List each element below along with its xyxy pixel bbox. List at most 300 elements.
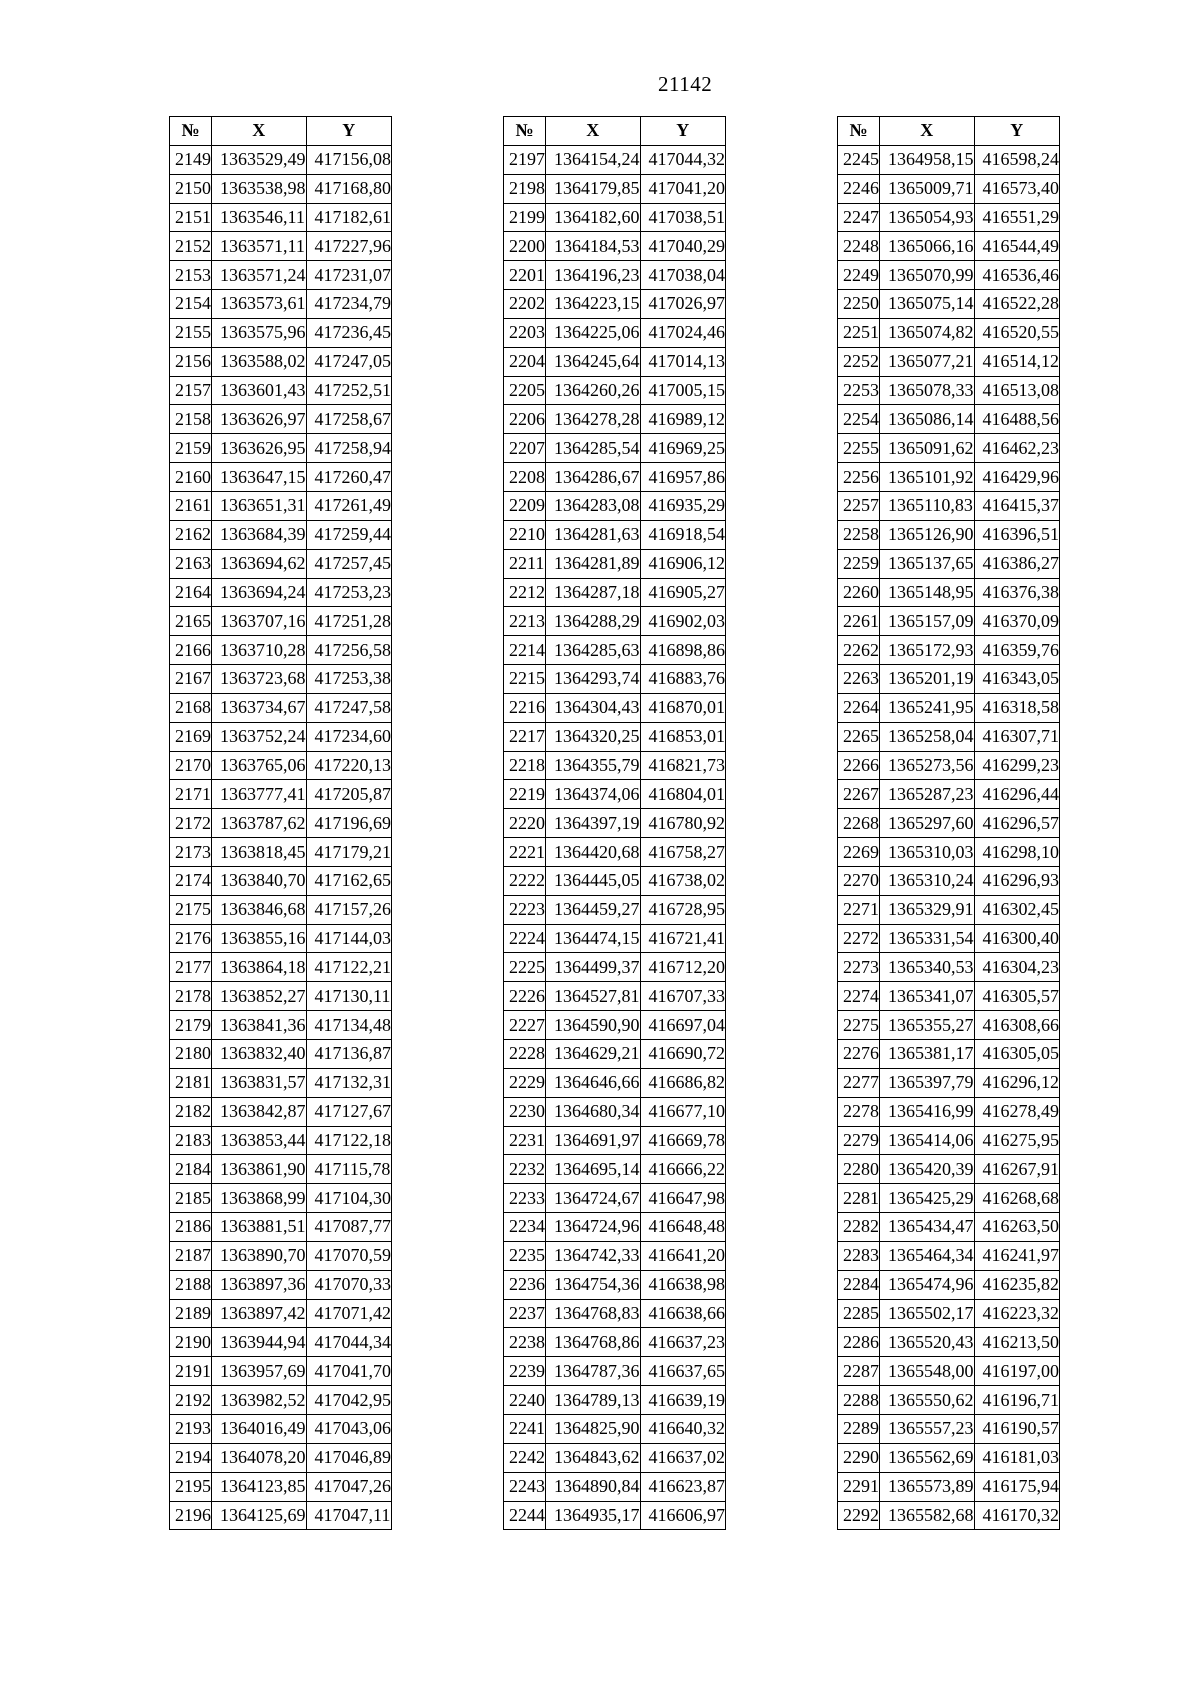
y-coordinate-cell: 416906,12 xyxy=(640,549,726,578)
point-number-cell: 2256 xyxy=(838,463,880,492)
point-number-cell: 2233 xyxy=(504,1184,546,1213)
point-number-cell: 2272 xyxy=(838,924,880,953)
table-row xyxy=(838,203,1060,232)
table-row xyxy=(170,520,392,549)
y-coordinate-cell: 417127,67 xyxy=(306,1097,392,1126)
point-number-cell: 2175 xyxy=(170,895,212,924)
point-number-cell: 2218 xyxy=(504,751,546,780)
y-coordinate-cell: 416870,01 xyxy=(640,693,726,722)
table-row xyxy=(838,434,1060,463)
x-coordinate-cell: 1363588,02 xyxy=(212,347,307,376)
column-header-x: X xyxy=(546,117,641,146)
y-coordinate-cell: 417182,61 xyxy=(306,203,392,232)
table-row xyxy=(170,549,392,578)
y-coordinate-cell: 416305,57 xyxy=(974,982,1060,1011)
x-coordinate-cell: 1364184,53 xyxy=(546,232,641,261)
point-number-cell: 2271 xyxy=(838,895,880,924)
x-coordinate-cell: 1364527,81 xyxy=(546,982,641,1011)
y-coordinate-cell: 417041,70 xyxy=(306,1357,392,1386)
x-coordinate-cell: 1365548,00 xyxy=(880,1357,975,1386)
x-coordinate-cell: 1363897,42 xyxy=(212,1299,307,1328)
y-coordinate-cell: 416359,76 xyxy=(974,636,1060,665)
x-coordinate-cell: 1364445,05 xyxy=(546,866,641,895)
y-coordinate-cell: 416299,23 xyxy=(974,751,1060,780)
y-coordinate-cell: 416853,01 xyxy=(640,722,726,751)
y-coordinate-cell: 417134,48 xyxy=(306,1011,392,1040)
x-coordinate-cell: 1364695,14 xyxy=(546,1155,641,1184)
y-coordinate-cell: 416241,97 xyxy=(974,1241,1060,1270)
table-row xyxy=(170,203,392,232)
table-row xyxy=(504,1184,726,1213)
point-number-cell: 2179 xyxy=(170,1011,212,1040)
table-row xyxy=(504,665,726,694)
point-number-cell: 2168 xyxy=(170,693,212,722)
x-coordinate-cell: 1365078,33 xyxy=(880,376,975,405)
point-number-cell: 2251 xyxy=(838,318,880,347)
table-row xyxy=(504,1241,726,1270)
table-row xyxy=(504,1414,726,1443)
y-coordinate-cell: 417144,03 xyxy=(306,924,392,953)
column-header-y: Y xyxy=(974,117,1060,146)
y-coordinate-cell: 417220,13 xyxy=(306,751,392,780)
point-number-cell: 2258 xyxy=(838,520,880,549)
y-coordinate-cell: 417115,78 xyxy=(306,1155,392,1184)
table-row xyxy=(838,982,1060,1011)
y-coordinate-cell: 417005,15 xyxy=(640,376,726,405)
table-row xyxy=(838,549,1060,578)
table-row xyxy=(838,607,1060,636)
y-coordinate-cell: 416520,55 xyxy=(974,318,1060,347)
table-row xyxy=(170,434,392,463)
y-coordinate-cell: 416697,04 xyxy=(640,1011,726,1040)
point-number-cell: 2186 xyxy=(170,1213,212,1242)
point-number-cell: 2229 xyxy=(504,1068,546,1097)
x-coordinate-cell: 1364281,89 xyxy=(546,549,641,578)
x-coordinate-cell: 1364125,69 xyxy=(212,1501,307,1530)
point-number-cell: 2161 xyxy=(170,491,212,520)
point-number-cell: 2240 xyxy=(504,1386,546,1415)
x-coordinate-cell: 1363647,15 xyxy=(212,463,307,492)
table-row xyxy=(504,549,726,578)
y-coordinate-cell: 417042,95 xyxy=(306,1386,392,1415)
point-number-cell: 2273 xyxy=(838,953,880,982)
column-header-x: X xyxy=(212,117,307,146)
point-number-cell: 2151 xyxy=(170,203,212,232)
y-coordinate-cell: 416170,32 xyxy=(974,1501,1060,1530)
x-coordinate-cell: 1363855,16 xyxy=(212,924,307,953)
x-coordinate-cell: 1364825,90 xyxy=(546,1414,641,1443)
y-coordinate-cell: 416296,93 xyxy=(974,866,1060,895)
table-row xyxy=(170,1328,392,1357)
point-number-cell: 2166 xyxy=(170,636,212,665)
y-coordinate-cell: 416573,40 xyxy=(974,174,1060,203)
table-row xyxy=(170,1386,392,1415)
x-coordinate-cell: 1364768,86 xyxy=(546,1328,641,1357)
table-row xyxy=(170,1241,392,1270)
x-coordinate-cell: 1365550,62 xyxy=(880,1386,975,1415)
table-row xyxy=(170,1011,392,1040)
point-number-cell: 2203 xyxy=(504,318,546,347)
table-row xyxy=(838,953,1060,982)
table-row xyxy=(838,895,1060,924)
x-coordinate-cell: 1365070,99 xyxy=(880,261,975,290)
point-number-cell: 2211 xyxy=(504,549,546,578)
table-row xyxy=(838,1241,1060,1270)
table-row xyxy=(170,1097,392,1126)
x-coordinate-cell: 1365273,56 xyxy=(880,751,975,780)
y-coordinate-cell: 416712,20 xyxy=(640,953,726,982)
point-number-cell: 2257 xyxy=(838,491,880,520)
y-coordinate-cell: 417122,18 xyxy=(306,1126,392,1155)
point-number-cell: 2208 xyxy=(504,463,546,492)
y-coordinate-cell: 417046,89 xyxy=(306,1443,392,1472)
x-coordinate-cell: 1364286,67 xyxy=(546,463,641,492)
x-coordinate-cell: 1364281,63 xyxy=(546,520,641,549)
x-coordinate-cell: 1364283,08 xyxy=(546,491,641,520)
table-row xyxy=(838,1386,1060,1415)
y-coordinate-cell: 416268,68 xyxy=(974,1184,1060,1213)
table-row xyxy=(838,463,1060,492)
y-coordinate-cell: 416300,40 xyxy=(974,924,1060,953)
x-coordinate-cell: 1365066,16 xyxy=(880,232,975,261)
point-number-cell: 2270 xyxy=(838,866,880,895)
table-row xyxy=(504,145,726,174)
column-header-number: № xyxy=(838,117,880,146)
x-coordinate-cell: 1363957,69 xyxy=(212,1357,307,1386)
x-coordinate-cell: 1364245,64 xyxy=(546,347,641,376)
point-number-cell: 2169 xyxy=(170,722,212,751)
table-row xyxy=(838,376,1060,405)
table-row xyxy=(170,1299,392,1328)
table-row xyxy=(504,578,726,607)
point-number-cell: 2206 xyxy=(504,405,546,434)
x-coordinate-cell: 1365297,60 xyxy=(880,809,975,838)
x-coordinate-cell: 1365086,14 xyxy=(880,405,975,434)
y-coordinate-cell: 416296,57 xyxy=(974,809,1060,838)
table-row xyxy=(504,1126,726,1155)
table-row xyxy=(504,1386,726,1415)
point-number-cell: 2152 xyxy=(170,232,212,261)
point-number-cell: 2248 xyxy=(838,232,880,261)
table-row xyxy=(838,1328,1060,1357)
x-coordinate-cell: 1363575,96 xyxy=(212,318,307,347)
table-row xyxy=(838,290,1060,319)
point-number-cell: 2217 xyxy=(504,722,546,751)
x-coordinate-cell: 1364196,23 xyxy=(546,261,641,290)
y-coordinate-cell: 417234,79 xyxy=(306,290,392,319)
x-coordinate-cell: 1364123,85 xyxy=(212,1472,307,1501)
point-number-cell: 2201 xyxy=(504,261,546,290)
table-row xyxy=(170,145,392,174)
table-row xyxy=(170,1213,392,1242)
x-coordinate-cell: 1363818,45 xyxy=(212,838,307,867)
x-coordinate-cell: 1365172,93 xyxy=(880,636,975,665)
point-number-cell: 2158 xyxy=(170,405,212,434)
x-coordinate-cell: 1365241,95 xyxy=(880,693,975,722)
x-coordinate-cell: 1363601,43 xyxy=(212,376,307,405)
table-row xyxy=(170,982,392,1011)
x-coordinate-cell: 1365310,24 xyxy=(880,866,975,895)
point-number-cell: 2210 xyxy=(504,520,546,549)
table-row xyxy=(838,1011,1060,1040)
x-coordinate-cell: 1363538,98 xyxy=(212,174,307,203)
x-coordinate-cell: 1365110,83 xyxy=(880,491,975,520)
table-row xyxy=(504,1270,726,1299)
x-coordinate-cell: 1365464,34 xyxy=(880,1241,975,1270)
point-number-cell: 2267 xyxy=(838,780,880,809)
coordinate-table-2 xyxy=(503,116,726,1530)
y-coordinate-cell: 416235,82 xyxy=(974,1270,1060,1299)
y-coordinate-cell: 417168,80 xyxy=(306,174,392,203)
table-row xyxy=(170,693,392,722)
x-coordinate-cell: 1364459,27 xyxy=(546,895,641,924)
x-coordinate-cell: 1365148,95 xyxy=(880,578,975,607)
y-coordinate-cell: 416721,41 xyxy=(640,924,726,953)
y-coordinate-cell: 416918,54 xyxy=(640,520,726,549)
x-coordinate-cell: 1363529,49 xyxy=(212,145,307,174)
x-coordinate-cell: 1365331,54 xyxy=(880,924,975,953)
x-coordinate-cell: 1363694,62 xyxy=(212,549,307,578)
y-coordinate-cell: 416296,44 xyxy=(974,780,1060,809)
point-number-cell: 2245 xyxy=(838,145,880,174)
x-coordinate-cell: 1363752,24 xyxy=(212,722,307,751)
y-coordinate-cell: 416462,23 xyxy=(974,434,1060,463)
x-coordinate-cell: 1365416,99 xyxy=(880,1097,975,1126)
point-number-cell: 2236 xyxy=(504,1270,546,1299)
x-coordinate-cell: 1365054,93 xyxy=(880,203,975,232)
point-number-cell: 2172 xyxy=(170,809,212,838)
x-coordinate-cell: 1365091,62 xyxy=(880,434,975,463)
table-row xyxy=(170,953,392,982)
y-coordinate-cell: 416639,19 xyxy=(640,1386,726,1415)
x-coordinate-cell: 1364843,62 xyxy=(546,1443,641,1472)
table-row xyxy=(504,1097,726,1126)
point-number-cell: 2223 xyxy=(504,895,546,924)
point-number-cell: 2254 xyxy=(838,405,880,434)
table-row xyxy=(838,924,1060,953)
x-coordinate-cell: 1365258,04 xyxy=(880,722,975,751)
y-coordinate-cell: 417038,51 xyxy=(640,203,726,232)
table-row xyxy=(170,751,392,780)
point-number-cell: 2155 xyxy=(170,318,212,347)
x-coordinate-cell: 1365502,17 xyxy=(880,1299,975,1328)
y-coordinate-cell: 416598,24 xyxy=(974,145,1060,174)
x-coordinate-cell: 1365425,29 xyxy=(880,1184,975,1213)
table-row xyxy=(170,405,392,434)
y-coordinate-cell: 417227,96 xyxy=(306,232,392,261)
table-row xyxy=(504,520,726,549)
point-number-cell: 2192 xyxy=(170,1386,212,1415)
y-coordinate-cell: 417041,20 xyxy=(640,174,726,203)
x-coordinate-cell: 1365573,89 xyxy=(880,1472,975,1501)
point-number-cell: 2285 xyxy=(838,1299,880,1328)
table-row xyxy=(838,491,1060,520)
table-row xyxy=(504,434,726,463)
point-number-cell: 2185 xyxy=(170,1184,212,1213)
y-coordinate-cell: 416343,05 xyxy=(974,665,1060,694)
point-number-cell: 2280 xyxy=(838,1155,880,1184)
x-coordinate-cell: 1365582,68 xyxy=(880,1501,975,1530)
table-header-row xyxy=(838,117,1060,146)
y-coordinate-cell: 416522,28 xyxy=(974,290,1060,319)
point-number-cell: 2235 xyxy=(504,1241,546,1270)
point-number-cell: 2163 xyxy=(170,549,212,578)
table-row xyxy=(504,347,726,376)
x-coordinate-cell: 1365474,96 xyxy=(880,1270,975,1299)
x-coordinate-cell: 1365562,69 xyxy=(880,1443,975,1472)
y-coordinate-cell: 417259,44 xyxy=(306,520,392,549)
x-coordinate-cell: 1364225,06 xyxy=(546,318,641,347)
point-number-cell: 2250 xyxy=(838,290,880,319)
point-number-cell: 2221 xyxy=(504,838,546,867)
point-number-cell: 2182 xyxy=(170,1097,212,1126)
table-row xyxy=(838,636,1060,665)
coordinate-table-1 xyxy=(169,116,392,1530)
page-number: 21142 xyxy=(658,72,713,96)
x-coordinate-cell: 1364288,29 xyxy=(546,607,641,636)
table-row xyxy=(838,751,1060,780)
table-row xyxy=(504,1040,726,1069)
y-coordinate-cell: 416396,51 xyxy=(974,520,1060,549)
x-coordinate-cell: 1363852,27 xyxy=(212,982,307,1011)
point-number-cell: 2264 xyxy=(838,693,880,722)
y-coordinate-cell: 416513,08 xyxy=(974,376,1060,405)
table-row xyxy=(170,347,392,376)
x-coordinate-cell: 1365340,53 xyxy=(880,953,975,982)
y-coordinate-cell: 417040,29 xyxy=(640,232,726,261)
table-row xyxy=(504,1443,726,1472)
table-row xyxy=(504,261,726,290)
point-number-cell: 2220 xyxy=(504,809,546,838)
table-row xyxy=(504,895,726,924)
x-coordinate-cell: 1364629,21 xyxy=(546,1040,641,1069)
table-row xyxy=(170,607,392,636)
table-row xyxy=(838,1270,1060,1299)
point-number-cell: 2180 xyxy=(170,1040,212,1069)
point-number-cell: 2187 xyxy=(170,1241,212,1270)
point-number-cell: 2181 xyxy=(170,1068,212,1097)
y-coordinate-cell: 416606,97 xyxy=(640,1501,726,1530)
point-number-cell: 2277 xyxy=(838,1068,880,1097)
point-number-cell: 2199 xyxy=(504,203,546,232)
table-row xyxy=(504,780,726,809)
x-coordinate-cell: 1364724,96 xyxy=(546,1213,641,1242)
y-coordinate-cell: 417196,69 xyxy=(306,809,392,838)
coordinate-table-3 xyxy=(837,116,1060,1530)
y-coordinate-cell: 416623,87 xyxy=(640,1472,726,1501)
x-coordinate-cell: 1364754,36 xyxy=(546,1270,641,1299)
table-row xyxy=(838,1299,1060,1328)
table-row xyxy=(170,318,392,347)
table-row xyxy=(170,578,392,607)
x-coordinate-cell: 1363694,24 xyxy=(212,578,307,607)
x-coordinate-cell: 1365520,43 xyxy=(880,1328,975,1357)
x-coordinate-cell: 1365414,06 xyxy=(880,1126,975,1155)
y-coordinate-cell: 416690,72 xyxy=(640,1040,726,1069)
x-coordinate-cell: 1364287,18 xyxy=(546,578,641,607)
y-coordinate-cell: 417236,45 xyxy=(306,318,392,347)
table-row xyxy=(504,982,726,1011)
table-row xyxy=(838,1068,1060,1097)
table-row xyxy=(170,1184,392,1213)
y-coordinate-cell: 416305,05 xyxy=(974,1040,1060,1069)
x-coordinate-cell: 1364935,17 xyxy=(546,1501,641,1530)
point-number-cell: 2200 xyxy=(504,232,546,261)
y-coordinate-cell: 417044,34 xyxy=(306,1328,392,1357)
table-row xyxy=(504,866,726,895)
column-header-y: Y xyxy=(306,117,392,146)
x-coordinate-cell: 1363571,24 xyxy=(212,261,307,290)
point-number-cell: 2237 xyxy=(504,1299,546,1328)
x-coordinate-cell: 1363734,67 xyxy=(212,693,307,722)
y-coordinate-cell: 416370,09 xyxy=(974,607,1060,636)
table-row xyxy=(838,405,1060,434)
y-coordinate-cell: 417136,87 xyxy=(306,1040,392,1069)
point-number-cell: 2227 xyxy=(504,1011,546,1040)
y-coordinate-cell: 416275,95 xyxy=(974,1126,1060,1155)
table-row xyxy=(170,1443,392,1472)
table-row xyxy=(170,261,392,290)
x-coordinate-cell: 1365341,07 xyxy=(880,982,975,1011)
point-number-cell: 2247 xyxy=(838,203,880,232)
y-coordinate-cell: 417122,21 xyxy=(306,953,392,982)
x-coordinate-cell: 1363626,95 xyxy=(212,434,307,463)
y-coordinate-cell: 417071,42 xyxy=(306,1299,392,1328)
point-number-cell: 2246 xyxy=(838,174,880,203)
y-coordinate-cell: 416707,33 xyxy=(640,982,726,1011)
table-row xyxy=(504,376,726,405)
x-coordinate-cell: 1363651,31 xyxy=(212,491,307,520)
point-number-cell: 2269 xyxy=(838,838,880,867)
y-coordinate-cell: 417205,87 xyxy=(306,780,392,809)
x-coordinate-cell: 1365329,91 xyxy=(880,895,975,924)
y-coordinate-cell: 416738,02 xyxy=(640,866,726,895)
point-number-cell: 2249 xyxy=(838,261,880,290)
column-header-x: X xyxy=(880,117,975,146)
x-coordinate-cell: 1364787,36 xyxy=(546,1357,641,1386)
y-coordinate-cell: 416175,94 xyxy=(974,1472,1060,1501)
y-coordinate-cell: 416415,37 xyxy=(974,491,1060,520)
point-number-cell: 2159 xyxy=(170,434,212,463)
point-number-cell: 2239 xyxy=(504,1357,546,1386)
y-coordinate-cell: 417257,45 xyxy=(306,549,392,578)
y-coordinate-cell: 416638,98 xyxy=(640,1270,726,1299)
table-row xyxy=(504,491,726,520)
y-coordinate-cell: 416821,73 xyxy=(640,751,726,780)
point-number-cell: 2283 xyxy=(838,1241,880,1270)
point-number-cell: 2215 xyxy=(504,665,546,694)
x-coordinate-cell: 1364397,19 xyxy=(546,809,641,838)
table-row xyxy=(170,174,392,203)
y-coordinate-cell: 417043,06 xyxy=(306,1414,392,1443)
table-row xyxy=(838,1213,1060,1242)
y-coordinate-cell: 416905,27 xyxy=(640,578,726,607)
point-number-cell: 2162 xyxy=(170,520,212,549)
point-number-cell: 2214 xyxy=(504,636,546,665)
table-row xyxy=(504,1213,726,1242)
table-row xyxy=(504,924,726,953)
x-coordinate-cell: 1363723,68 xyxy=(212,665,307,694)
y-coordinate-cell: 416641,20 xyxy=(640,1241,726,1270)
x-coordinate-cell: 1365420,39 xyxy=(880,1155,975,1184)
x-coordinate-cell: 1364724,67 xyxy=(546,1184,641,1213)
x-coordinate-cell: 1364355,79 xyxy=(546,751,641,780)
x-coordinate-cell: 1364078,20 xyxy=(212,1443,307,1472)
y-coordinate-cell: 416223,32 xyxy=(974,1299,1060,1328)
point-number-cell: 2242 xyxy=(504,1443,546,1472)
x-coordinate-cell: 1364958,15 xyxy=(880,145,975,174)
y-coordinate-cell: 417156,08 xyxy=(306,145,392,174)
